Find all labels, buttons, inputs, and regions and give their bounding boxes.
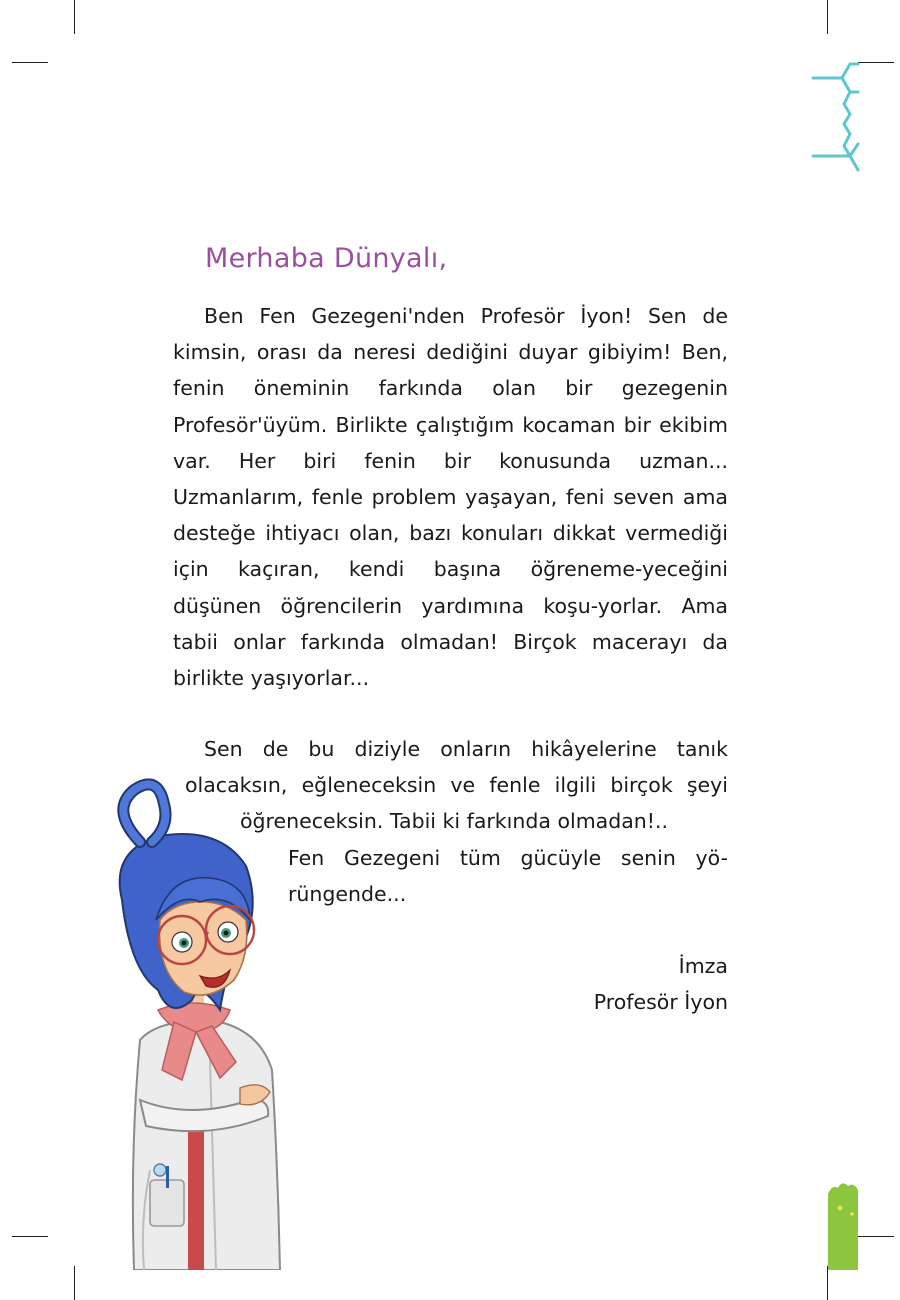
letter-paragraph-2-line: Sen de bu diziyle onların hikâyelerine tanık [204,737,728,761]
letter-greeting: Merhaba Dünyalı, [205,243,448,274]
letter-paragraph-2-line: rüngende... [288,882,407,906]
letter-paragraph-1: Ben Fen Gezegeni'nden Profesör İyon! Sen de kimsin, orası da neresi dediğini duyar gibiyim! Ben, fenin öneminin farkında olan bir gezegenin Profesör'üyüm. Birlikte çalıştığım kocaman bir ekibim var. Her biri fenin bir konusunda uzman... Uzmanlarım, fenle problem yaşayan, feni seven ama desteğe ihtiyacı olan, bazı konuları dikkat vermediği için kaçıran, kendi başına öğreneme-yeceğini düşünen öğrencilerin yardımına koşu-yorlar. Ama tabii onlar farkında olmadan! Birçok macerayı da birlikte yaşıyorlar... [173,304,728,691]
letter-paragraph-2-line: Fen Gezegeni tüm gücüyle senin yö- [288,846,728,870]
professor-illustration [100,770,290,1270]
crop-mark [74,1266,75,1300]
letter-signature [594,948,728,1020]
crop-mark [12,62,48,63]
letter-paragraph-2-line: olacaksın, eğleneceksin ve fenle ilgili birçok şeyi [185,773,728,797]
crop-mark [827,0,828,34]
crop-mark [74,0,75,34]
crop-mark [12,1236,48,1237]
crop-mark [858,1236,894,1237]
signature-name: Profesör İyon [593,990,728,1014]
letter-paragraph-2-line: öğreneceksin. Tabii ki farkında olmadan!.. [240,809,669,833]
crop-mark [827,1266,828,1300]
molecule-decoration [808,58,864,182]
green-leaf-decoration [824,1178,860,1270]
signature-label: İmza [678,954,728,978]
